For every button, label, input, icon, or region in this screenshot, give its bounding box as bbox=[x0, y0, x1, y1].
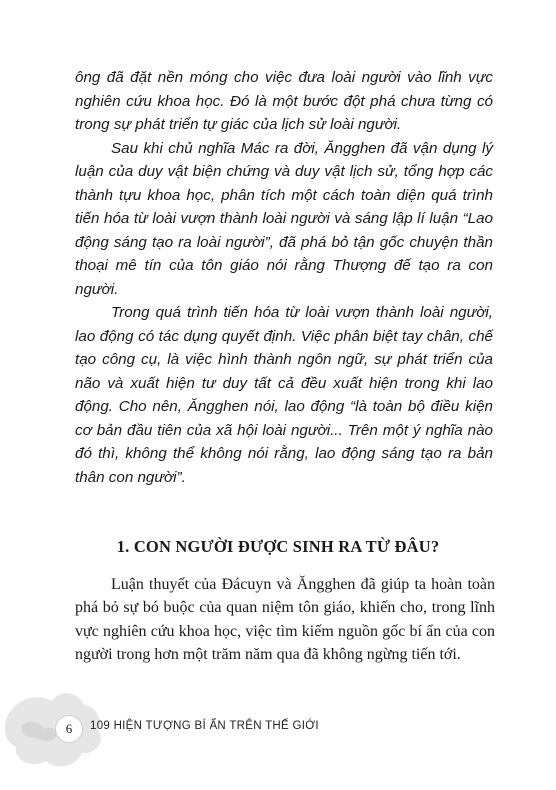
paragraph-engels-theory: Sau khi chủ nghĩa Mác ra đời, Ăngghen đã vận dụng lý luận của duy vật biện chứng và duy vật lịch sử, tổng hợp các thành tựu khoa học, phân tích một cách toàn diện quá trình tiến hóa từ loài vượn thành loài người và sáng lập lí luận “Lao động sáng tạo ra loài người”, đã phá bỏ tận gốc chuyện thần thoại mê tín của tôn giáo nói rằng Thượng đế tạo ra con người. bbox=[75, 139, 493, 298]
paragraph-labor-evolution: Trong quá trình tiến hóa từ loài vượn thành loài người, lao động có tác dụng quyết định. Việc phân biệt tay chân, chế tạo công cụ, là việc hình thành ngôn ngữ, sự phát triển của não và xuất hiện tư duy tất cả đều xuất hiện trong khi lao động. Cho nên, Ăngghen nói, lao động “là toàn bộ điều kiện cơ bản đầu tiên của xã hội loài người... Trên một ý nghĩa nào đó thì, không thể không nói rằng, lao động sáng tạo ra bản thân con người”. bbox=[75, 304, 493, 486]
section-paragraph: Luận thuyết của Đácuyn và Ăngghen đã giúp ta hoàn toàn phá bỏ sự bó buộc của quan niệm tôn giáo, khiến cho, trong lĩnh vực nghiên cứu khoa học, việc tìm kiếm nguồn gốc bí ẩn của con người trong hơn một trăm năm qua đã không ngừng tiến tới. bbox=[75, 576, 495, 663]
running-footer-title: 109 HIỆN TƯỢNG BÍ ẨN TRÊN THẾ GIỚI bbox=[90, 720, 319, 732]
section-heading: 1. CON NGƯỜI ĐƯỢC SINH RA TỪ ĐÂU? bbox=[116, 537, 440, 556]
section-body bbox=[75, 573, 495, 666]
paragraph-continuation: ông đã đặt nền móng cho việc đưa loài người vào lĩnh vực nghiên cứu khoa học. Đó là một bước đột phá chưa từng có trong sự phát triển tự giác của lịch sử loài người. bbox=[75, 69, 493, 133]
italic-text-block bbox=[75, 66, 493, 489]
page-number: 6 bbox=[55, 715, 83, 743]
